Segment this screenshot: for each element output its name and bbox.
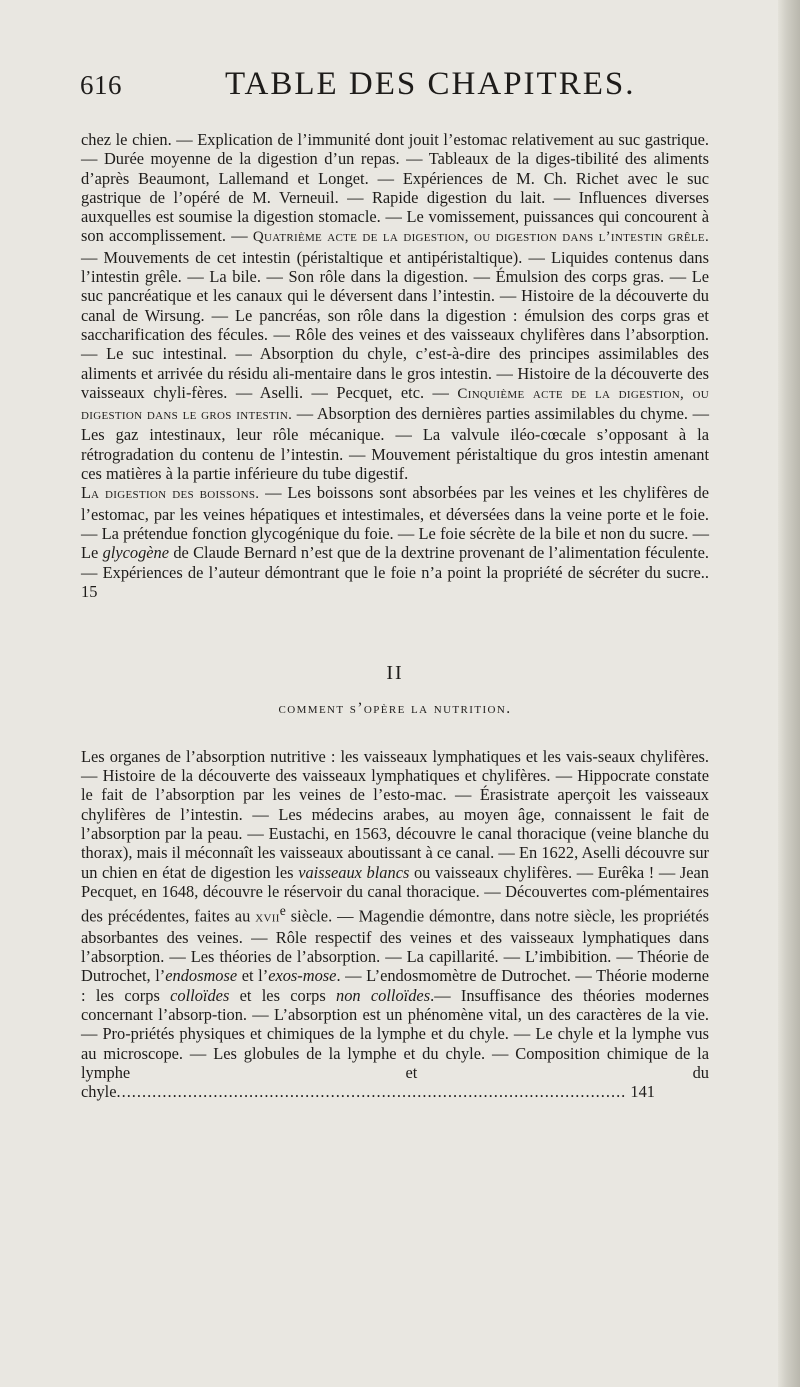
table-of-contents-body: [81, 130, 709, 1102]
dot-leader: ....................................................................................................: [116, 1082, 627, 1102]
section-numeral: II: [386, 662, 404, 685]
section-title: comment s’opère la nutrition.: [278, 700, 512, 718]
italic-term: endosmose: [165, 966, 238, 986]
absorption-paragraph: Les organes de l’absorption nutritive : les vaisseaux lymphatiques et les vais-seaux chylifères. — Histoire de la découverte des vaisseaux lymphatiques et chylifères. — Hippocrate constate le fait de l’absorption par les veines de l’esto-mac. — Érasistrate aperçoit les vaisseaux chylifères de l’intestin. — Les médecins arabes, au moyen âge, connaissent le fait de l’absorption par la peau. — Eustachi, en 1563, découvre le canal thoracique (veine blanche du thorax), mais il méconnaît les vaisseaux aboutissant à ce canal. — En 1622, Aselli découvre sur un chien en état de digestion les vaisseaux blancs ou vaisseaux chylifères. — Eurêka ! — Jean Pecquet, en 1648, découvre le réservoir du canal thoracique. — Découvertes com-plémentaires des précédentes, faites au xvii$^e$ siècle. — Magendie démontre, dans notre siècle, les propriétés absorbantes des veines. — Rôle respectif des veines et des vaisseaux lymphatiques dans l’absorption. — Les théories de l’absorption. — La capillarité. — L’imbibition. — Théorie de Dutrochet, l’endosmose et l’exos-mose. — L’endosmomètre de Dutrochet. — Théorie moderne : les corps colloïdes et les corps non colloïdes.— Insuffisance des théories modernes concernant l’absorp-tion. — L’absorption est un phénomène vital, un des caractères de la vie. — Pro-priétés physiques et chimiques de la lymphe et du chyle. — Le chyle et la lymphe vus au microscope. — Les globules de la lymphe et du chyle. — Composition chimique de la lymphe et du chyle.................................................................................................... 141: [81, 746, 709, 1102]
running-title: TABLE DES CHAPITRES.: [225, 66, 636, 102]
small-caps-heading: Quatrième acte de la digestion, ou digestion dans l’intestin grêle.: [252, 229, 709, 246]
italic-term: exos-mose: [268, 966, 337, 986]
page-reference: 141: [630, 1082, 655, 1102]
small-caps-heading: Cinquième acte de la digestion, ou digestion dans le gros intestin.: [81, 385, 709, 424]
page-number: 616: [80, 70, 122, 100]
italic-term: glycogène: [102, 543, 170, 563]
italic-term: vaisseaux blancs: [298, 862, 410, 882]
page-reference: 15: [81, 581, 98, 601]
italic-term: colloïdes: [170, 985, 230, 1005]
beverages-digestion-paragraph: La digestion des boissons. — Les boissons sont absorbées par les veines et les chylifères de l’estomac, par les veines hépatiques et intestimales, et déversées dans la veine porte et le foie. — La prétendue fonction glycogénique du foie. — Le foie sécrète de la bile et non du sucre. — Le glycogène de Claude Bernard n’est que de la dextrine provenant de l’alimentation féculente. — Expériences de l’auteur démontrant que le foie n’a point la propriété de sécréter du sucre.. 15: [81, 483, 709, 601]
digestion-summary-paragraph: chez le chien. — Explication de l’immunité dont jouit l’estomac relativement au suc gastrique. — Durée moyenne de la digestion d’un repas. — Tableaux de la diges-tibilité des aliments d’après Beaumont, Lallemand et Longet. — Expériences de M. Ch. Richet avec le suc gastrique de l’opéré de M. Verneuil. — Rapide digestion du lait. — Influences diverses auxquelles est soumise la digestion stomacle. — Le vomissement, puissances qui concourent à son accomplissement. — Quatrième acte de la digestion, ou digestion dans l’intestin grêle. — Mouvements de cet intestin (péristaltique et antipéristaltique). — Liquides contenus dans l’intestin grêle. — La bile. — Son rôle dans la digestion. — Émulsion des corps gras. — Le suc pancréatique et les canaux qui le déversent dans l’intestin. — Histoire de la découverte du canal de Wirsung. — Le pancréas, son rôle dans la digestion : émulsion des corps gras et saccharification des fécules. — Rôle des veines et des vaisseaux chylifères dans l’absorption. — Le suc intestinal. — Absorption du chyle, c’est-à-dire des principes assimilables des aliments et arrivée du résidu ali-mentaire dans le gros intestin. — Histoire de la découverte des vaisseaux chyli-fères. — Aselli. — Pecquet, etc. — Cinquième acte de la digestion, ou digestion dans le gros intestin. — Absorption des dernières parties assimilables du chyme. — Les gaz intestinaux, leur rôle mécanique. — La valvule iléo-cœcale s’opposant à la rétrogradation du contenu de l’intestin. — Mouvement péristaltique du gros intestin amenant ces matières à la partie inférieure du tube digestif.: [81, 130, 709, 484]
century-numeral: xvii: [255, 909, 280, 926]
italic-term: non colloïdes: [336, 985, 431, 1005]
page-edge-shadow: [778, 0, 800, 1387]
century-superscript: e: [279, 903, 286, 919]
page-header: [80, 62, 700, 112]
small-caps-heading: a digestion des boissons.: [91, 486, 260, 503]
